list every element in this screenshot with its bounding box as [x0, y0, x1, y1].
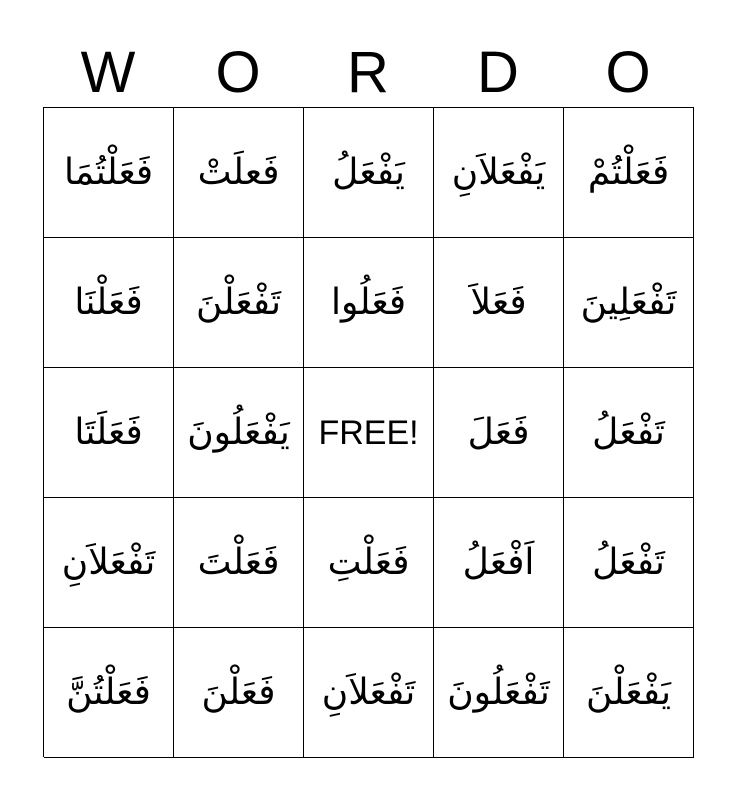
- header-letter-o: O: [215, 40, 261, 105]
- bingo-cell[interactable]: تَفْعَلِينَ: [564, 238, 694, 368]
- free-space-cell[interactable]: FREE!: [304, 368, 434, 498]
- header-letter-d: D: [477, 40, 519, 105]
- bingo-board: [43, 107, 694, 757]
- bingo-cell[interactable]: فَعَلْتُمْ: [564, 108, 694, 238]
- bingo-cell[interactable]: فَعَلاَ: [434, 238, 564, 368]
- header-letter-w: W: [80, 40, 136, 105]
- bingo-cell[interactable]: تَفْعَلاَنِ: [304, 628, 434, 758]
- bingo-cell[interactable]: فَعَلُوا: [304, 238, 434, 368]
- bingo-header: [43, 40, 693, 106]
- bingo-cell[interactable]: اَفْعَلُ: [434, 498, 564, 628]
- bingo-cell[interactable]: تَفْعَلُونَ: [434, 628, 564, 758]
- bingo-cell[interactable]: تَفْعَلُ: [564, 498, 694, 628]
- header-letter-o2: O: [605, 40, 651, 105]
- bingo-cell[interactable]: فَعَلْتَ: [174, 498, 304, 628]
- bingo-cell[interactable]: فَعلَتْ: [174, 108, 304, 238]
- bingo-cell[interactable]: فَعَلَ: [434, 368, 564, 498]
- bingo-cell[interactable]: فَعَلْتِ: [304, 498, 434, 628]
- header-letter-r: R: [347, 40, 389, 105]
- bingo-cell[interactable]: يَفْعَلْنَ: [564, 628, 694, 758]
- bingo-cell[interactable]: يَفْعَلُونَ: [174, 368, 304, 498]
- bingo-cell[interactable]: يَفْعَلاَنِ: [434, 108, 564, 238]
- bingo-cell[interactable]: تَفْعَلاَنِ: [44, 498, 174, 628]
- bingo-cell[interactable]: فَعَلَتَا: [44, 368, 174, 498]
- bingo-cell[interactable]: يَفْعَلُ: [304, 108, 434, 238]
- bingo-cell[interactable]: فَعَلْنَا: [44, 238, 174, 368]
- bingo-cell[interactable]: فَعَلْنَ: [174, 628, 304, 758]
- bingo-cell[interactable]: تَفْعَلْنَ: [174, 238, 304, 368]
- bingo-cell[interactable]: تَفْعَلُ: [564, 368, 694, 498]
- bingo-cell[interactable]: فَعَلْتُنَّ: [44, 628, 174, 758]
- bingo-cell[interactable]: فَعَلْتُمَا: [44, 108, 174, 238]
